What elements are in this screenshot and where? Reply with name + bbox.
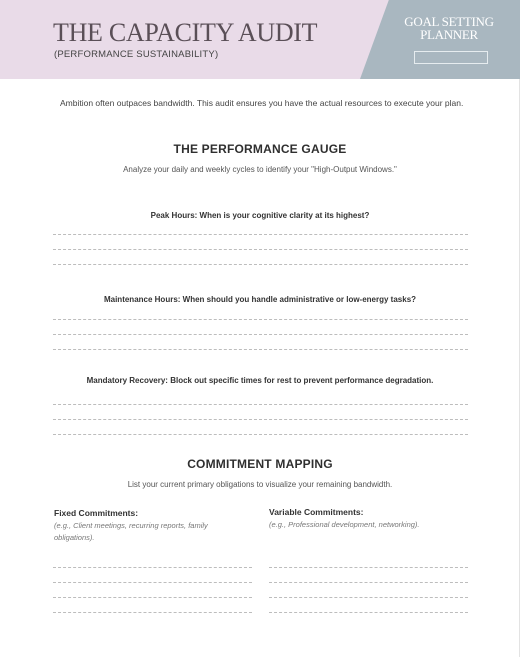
question-peak-hours: Peak Hours: When is your cognitive clarity at its highest? xyxy=(150,211,370,220)
brand-tagline-box xyxy=(414,51,488,64)
fixed-example-line-1: (e.g., Client meetings, recurring reports, family xyxy=(54,521,208,530)
answer-line[interactable] xyxy=(53,349,468,350)
question-maintenance-hours: Maintenance Hours: When should you handle administrative or low-energy tasks? xyxy=(103,295,417,304)
brand-logo xyxy=(394,15,504,41)
fixed-commitments-label: Fixed Commitments: xyxy=(54,508,139,518)
gauge-section-title xyxy=(0,142,520,156)
answer-line[interactable] xyxy=(53,264,468,265)
mapping-title-rest: MAPPING xyxy=(271,457,333,471)
mapping-title-bold: COMMITMENT xyxy=(187,457,272,471)
variable-answer-line[interactable] xyxy=(269,597,468,598)
answer-line[interactable] xyxy=(53,319,468,320)
fixed-answer-line[interactable] xyxy=(53,567,252,568)
answer-line[interactable] xyxy=(53,404,468,405)
question-mandatory-recovery: Mandatory Recovery: Block out specific times for rest to prevent performance degradation. xyxy=(86,376,434,385)
answer-line[interactable] xyxy=(53,234,468,235)
variable-commitments-example: (e.g., Professional development, networking). xyxy=(269,520,420,529)
fixed-answer-line[interactable] xyxy=(53,612,252,613)
variable-answer-line[interactable] xyxy=(269,612,468,613)
brand-line-2: PLANNER xyxy=(420,27,478,42)
mapping-description: List your current primary obligations to visualize your remaining bandwidth. xyxy=(127,480,393,489)
fixed-example-line-2: obligations). xyxy=(54,533,95,542)
fixed-answer-line[interactable] xyxy=(53,597,252,598)
fixed-commitments-example xyxy=(54,520,208,544)
page-subtitle: (PERFORMANCE SUSTAINABILITY) xyxy=(54,49,219,60)
answer-line[interactable] xyxy=(53,419,468,420)
gauge-title-bold: THE PERFORMANCE xyxy=(173,142,298,156)
gauge-title-rest: GAUGE xyxy=(297,142,347,156)
fixed-answer-line[interactable] xyxy=(53,582,252,583)
answer-line[interactable] xyxy=(53,249,468,250)
variable-commitments-label: Variable Commitments: xyxy=(269,507,364,517)
answer-line[interactable] xyxy=(53,334,468,335)
page-title: THE CAPACITY AUDIT xyxy=(53,18,318,47)
mapping-section-title xyxy=(0,457,520,471)
intro-text: Ambition often outpaces bandwidth. This audit ensures you have the actual resources to execute your plan. xyxy=(60,98,464,108)
variable-answer-line[interactable] xyxy=(269,582,468,583)
gauge-description: Analyze your daily and weekly cycles to identify your "High-Output Windows." xyxy=(123,165,397,174)
brand-line-1: GOAL SETTING xyxy=(404,14,494,29)
answer-line[interactable] xyxy=(53,434,468,435)
variable-answer-line[interactable] xyxy=(269,567,468,568)
